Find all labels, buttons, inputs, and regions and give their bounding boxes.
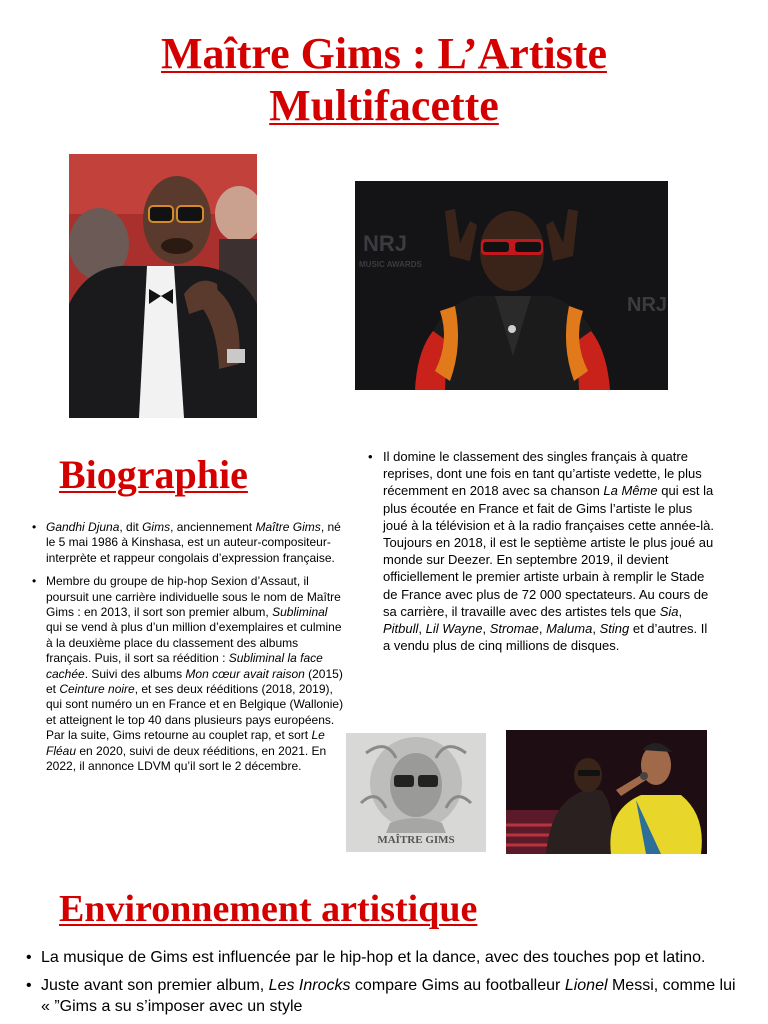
list-item: • Gandhi Djuna, dit Gims, anciennement Maître Gims, né le 5 mai 1986 à Kinshasa, est un auteur-compositeur-interprète et rappeur congolais d’expression française. (46, 520, 346, 566)
environment-heading: Environnement artistique (59, 888, 478, 930)
title-line-1: Maître Gims : L’Artiste (161, 29, 607, 78)
album-cover-photo (346, 733, 486, 852)
real-name: Gandhi Djuna (46, 520, 120, 534)
concert-photo-icon (506, 730, 707, 854)
environment-list (41, 947, 741, 1024)
biography-heading: Biographie (59, 452, 248, 497)
list-item: • La musique de Gims est influencée par le hip-hop et la dance, avec des touches pop et latino. (41, 947, 741, 968)
portrait-photo-icon (69, 154, 257, 418)
biography-right-list (383, 448, 718, 654)
album-cover-photo-icon (346, 733, 486, 852)
album-title-text: MAÎTRE GIMS (377, 834, 455, 846)
nrj-awards-photo-icon (355, 181, 668, 390)
page-title (0, 28, 768, 132)
gims-portrait-photo (69, 154, 257, 418)
nrj-logo-left: NRJ (363, 231, 408, 256)
list-item: • Il domine le classement des singles français à quatre reprises, dont une fois en tant qu’artiste vedette, le plus récemment en 2018 avec sa chanson La Même qui est la plus écoutée en France et fait de Gims l’artiste le plus joué à la télévision et à la radio françaises cette année-là. Toujours en 2018, il est le septième artiste le plus joué au monde sur Deezer. En septembre 2019, il devient officiellement le premier artiste urbain à remplir le Stade de France avec plus de 72 000 spectateurs. Au cours de sa carrière, il travaille avec des artistes tels que Sia, Pitbull, Lil Wayne, Stromae, Maluma, Sting et d’autres. Il a vendu plus de cinq millions de disques. (383, 448, 718, 654)
biography-left-list (46, 520, 346, 783)
nrj-logo-left-sub: MUSIC AWARDS (359, 260, 422, 269)
list-item: • Juste avant son premier album, Les Inrocks compare Gims au footballeur Lionel Messi, comme lui « ”Gims a su s’imposer avec un style (41, 975, 741, 1017)
concert-photo (506, 730, 707, 854)
title-line-2: Multifacette (269, 81, 499, 130)
gims-nrj-awards-photo (355, 181, 668, 390)
nrj-logo-right: NRJ (627, 294, 668, 316)
list-item: • Membre du groupe de hip-hop Sexion d’Assaut, il poursuit une carrière individuelle sous le nom de Maître Gims : en 2013, il sort son premier album, Subliminal qui se vend à plus d’un million d’exemplaires et culmine à la deuxième place du classement des albums français. Puis, il sort sa réédition : Subliminal la face cachée. Suivi des albums Mon cœur avait raison (2015) et Ceinture noire, et ses deux rééditions (2018, 2019), qui sont numéro un en France et en Belgique (Wallonie) et atteignent le top 40 dans plusieurs pays européens. Par la suite, Gims retourne au couplet rap, et sort Le Fléau en 2020, suivi de deux rééditions, en 2021. En 2022, il annonce LDVM qu’il sort le 2 décembre. (46, 574, 346, 774)
